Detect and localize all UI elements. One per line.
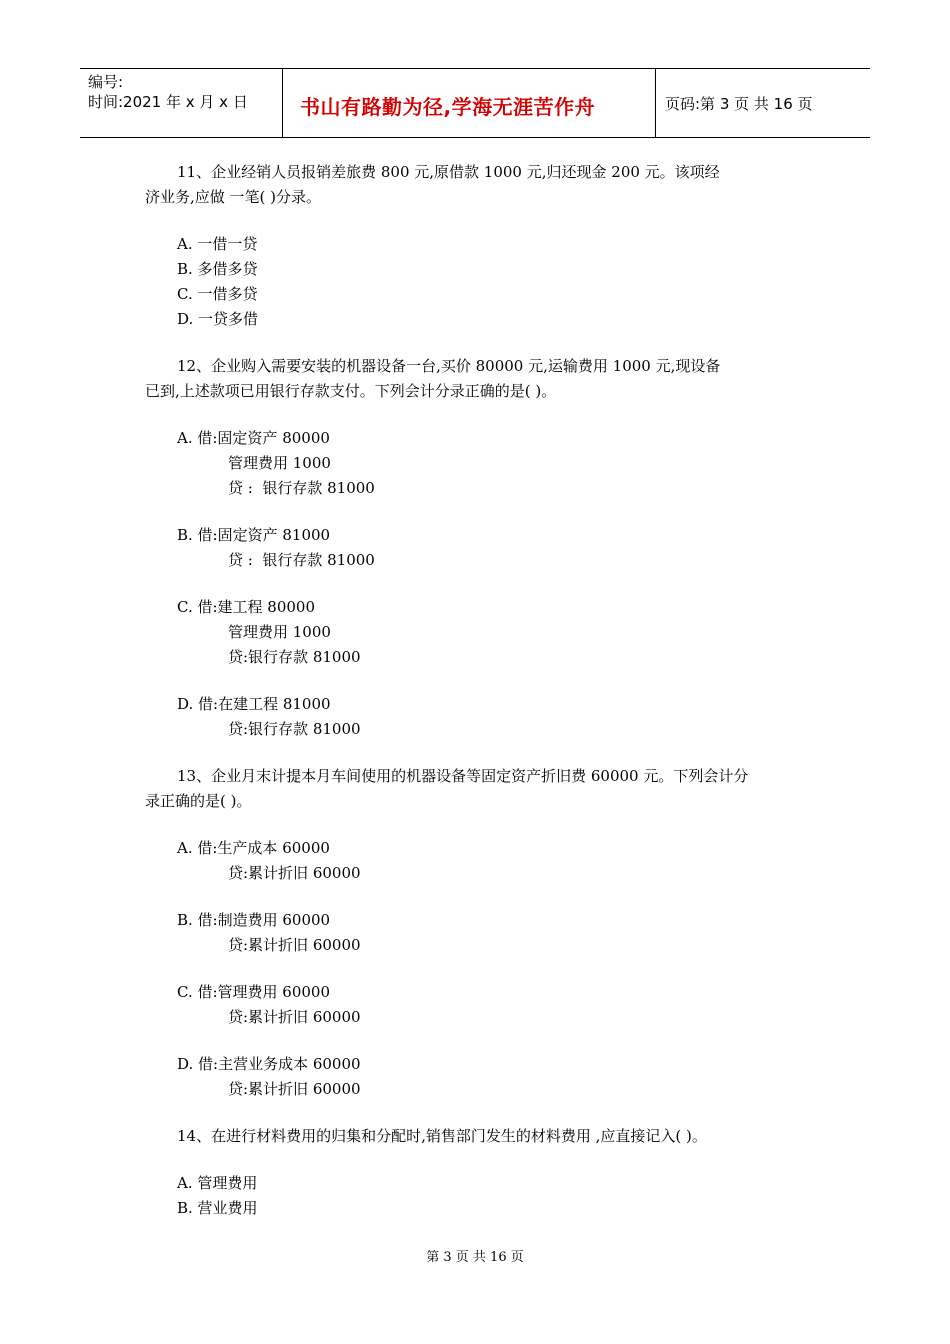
question-11-line-1: 11、企业经销人员报销差旅费 800 元,原借款 1000 元,归还现金 200 元。该项经 <box>177 163 720 181</box>
question-11-option-c: C. 一借多贷 <box>177 285 258 303</box>
question-12-stem <box>145 354 815 404</box>
header-table <box>80 68 870 138</box>
question-13-option-c-credit: 贷:累计折旧 60000 <box>228 1008 361 1026</box>
question-13-option-c-debit: C. 借:管理费用 60000 <box>177 983 331 1001</box>
question-13-line-2: 录正确的是( )。 <box>145 792 252 810</box>
question-13-option-d-debit: D. 借:主营业务成本 60000 <box>177 1055 361 1073</box>
header-motto: 书山有路勤为径,学海无涯苦作舟 <box>300 95 596 119</box>
question-13-stem <box>145 764 815 814</box>
question-11-option-a: A. 一借一贷 <box>177 235 258 253</box>
question-13-option-b-credit: 贷:累计折旧 60000 <box>228 936 361 954</box>
question-11-option-d: D. 一贷多借 <box>177 310 259 328</box>
question-11-option-b: B. 多借多贷 <box>177 260 258 278</box>
question-12-option-b-debit: B. 借:固定资产 81000 <box>177 526 331 544</box>
question-13-option-a-credit: 贷:累计折旧 60000 <box>228 864 361 882</box>
question-12-option-b-credit: 贷 : 银行存款 81000 <box>228 551 375 569</box>
header-motto-cell <box>282 69 656 137</box>
question-14-stem <box>145 1124 815 1149</box>
question-11-line-2: 济业务,应做 一笔( )分录。 <box>145 188 322 206</box>
question-12-line-1: 12、企业购入需要安装的机器设备一台,买价 80000 元,运输费用 1000 元,现设备 <box>177 357 721 375</box>
question-14-option-b: B. 营业费用 <box>177 1199 258 1217</box>
question-13-option-b-debit: B. 借:制造费用 60000 <box>177 911 331 929</box>
doc-time-label: 时间:2021 年 x 月 x 日 <box>88 93 248 111</box>
question-13-option-d-credit: 贷:累计折旧 60000 <box>228 1080 361 1098</box>
question-12-option-d-debit: D. 借:在建工程 81000 <box>177 695 331 713</box>
question-14-line-1: 14、在进行材料费用的归集和分配时,销售部门发生的材料费用 ,应直接记入( )。 <box>177 1127 707 1145</box>
question-11-stem <box>145 160 815 210</box>
header-meta-cell <box>80 69 283 137</box>
question-12-option-a-line-2: 管理费用 1000 <box>228 454 331 472</box>
page-footer: 第 3 页 共 16 页 <box>426 1250 524 1265</box>
question-12-line-2: 已到,上述款项已用银行存款支付。下列会计分录正确的是( )。 <box>145 382 557 400</box>
doc-number-label: 编号: <box>88 73 124 91</box>
question-12-option-c-debit: C. 借:建工程 80000 <box>177 598 316 616</box>
header-page-number: 页码:第 3 页 共 16 页 <box>665 95 813 113</box>
question-12-option-c-credit: 贷:银行存款 81000 <box>228 648 361 666</box>
question-12-option-a-debit: A. 借:固定资产 80000 <box>177 429 330 447</box>
question-12-option-a-credit: 贷 : 银行存款 81000 <box>228 479 375 497</box>
question-12-option-c-line-2: 管理费用 1000 <box>228 623 331 641</box>
question-12-option-d-credit: 贷:银行存款 81000 <box>228 720 361 738</box>
question-13-line-1: 13、企业月末计提本月车间使用的机器设备等固定资产折旧费 60000 元。下列会计分 <box>177 767 749 785</box>
question-14-option-a: A. 管理费用 <box>177 1174 258 1192</box>
question-13-option-a-debit: A. 借:生产成本 60000 <box>177 839 330 857</box>
